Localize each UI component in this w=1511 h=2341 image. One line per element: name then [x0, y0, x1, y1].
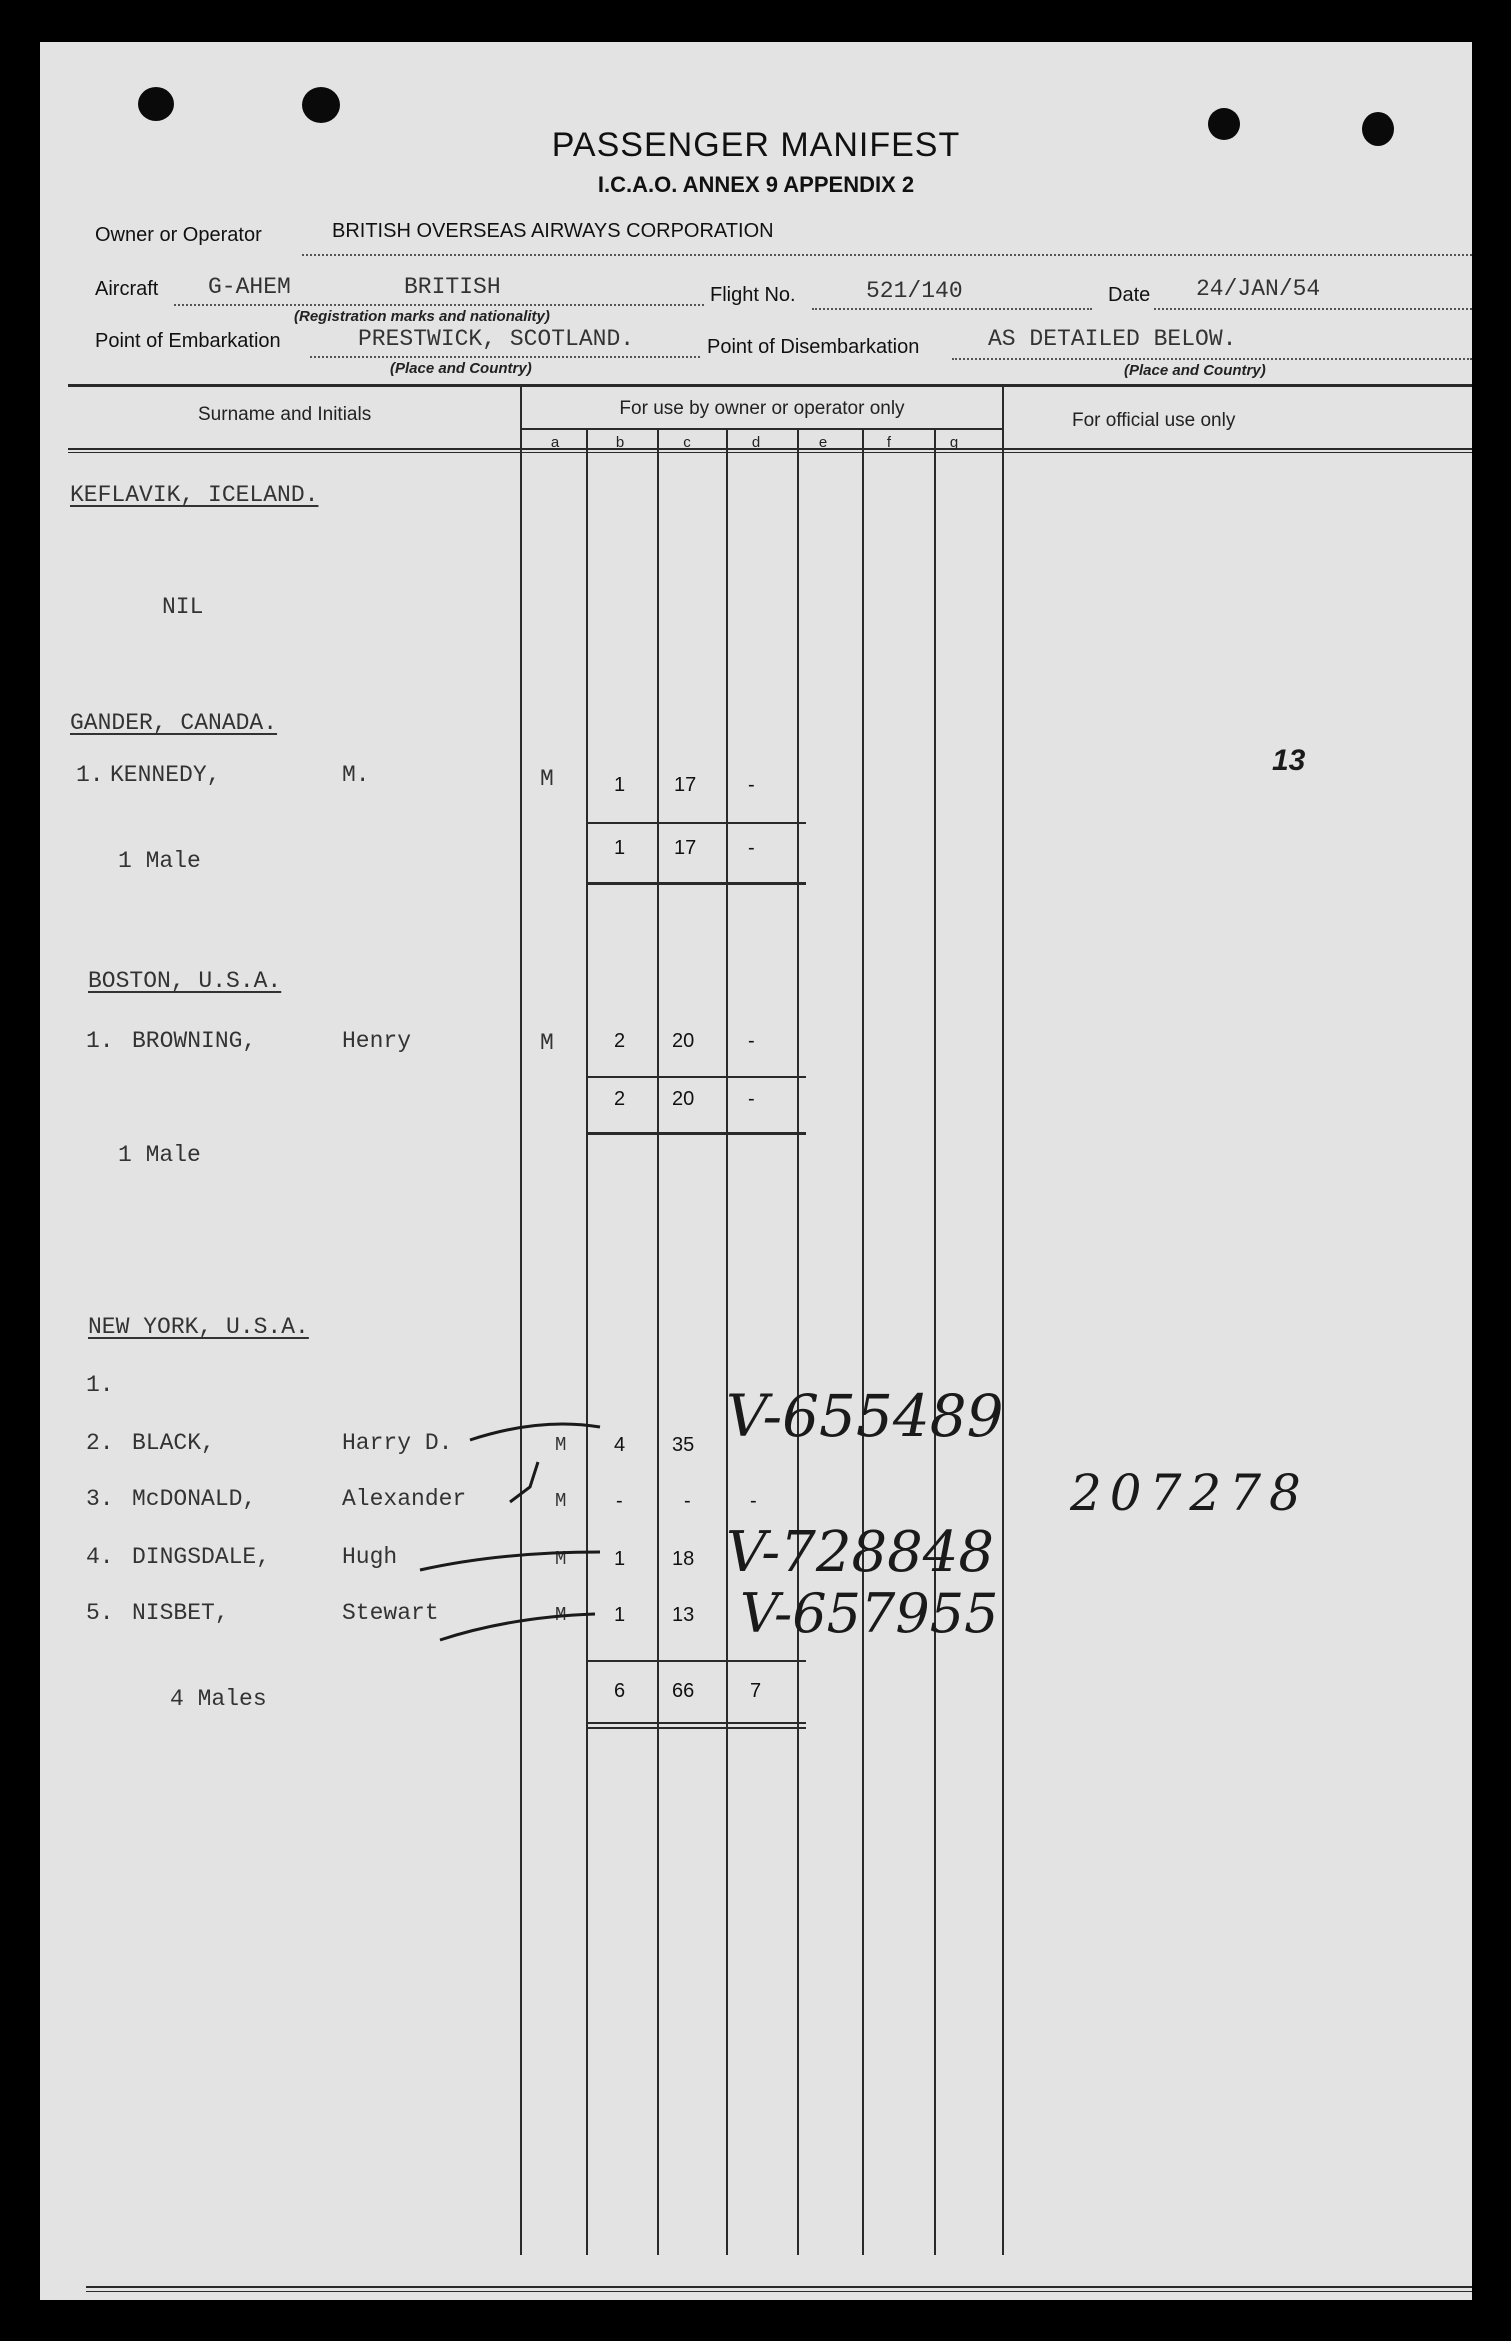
passenger-surname: KENNEDY,	[110, 762, 221, 788]
cell-d: -	[748, 1030, 755, 1052]
row-number: 1.	[86, 1372, 114, 1398]
section-heading-new-york: NEW YORK, U.S.A.	[88, 1314, 309, 1340]
total-c: 66	[672, 1680, 695, 1702]
cell-a: M	[555, 1490, 567, 1512]
row-number: 1.	[86, 1028, 114, 1054]
handwritten-number: V-655489	[726, 1382, 1004, 1450]
passenger-surname: BLACK,	[132, 1430, 215, 1456]
total-d: -	[748, 1088, 755, 1110]
passenger-surname: NISBET,	[132, 1600, 229, 1626]
passenger-first-name: Stewart	[342, 1600, 439, 1626]
column-f-header: f	[886, 434, 892, 451]
column-a-header: a	[550, 434, 560, 451]
section-heading-boston: BOSTON, U.S.A.	[88, 968, 282, 994]
disembarkation-note: (Place and Country)	[1124, 362, 1266, 379]
section-summary: 1 Male	[118, 848, 201, 874]
total-c: 20	[672, 1088, 695, 1110]
cell-c: -	[684, 1490, 691, 1512]
passenger-surname: BROWNING,	[132, 1028, 257, 1054]
date-value: 24/JAN/54	[1196, 276, 1321, 302]
official-use-header: For official use only	[1072, 410, 1236, 431]
aircraft-label: Aircraft	[95, 278, 159, 300]
cell-d: -	[748, 774, 755, 796]
section-summary: 1 Male	[118, 1142, 201, 1168]
cell-c: 18	[672, 1548, 695, 1570]
row-number: 4.	[86, 1544, 114, 1570]
cell-a: M	[540, 766, 554, 792]
flight-number: 521/140	[866, 278, 963, 304]
check-stroke	[420, 1552, 600, 1570]
total-b: 1	[614, 837, 626, 859]
row-number: 3.	[86, 1486, 114, 1512]
passenger-first-name: Harry D.	[342, 1430, 453, 1456]
surname-header: Surname and Initials	[198, 404, 372, 425]
disembarkation-value: AS DETAILED BELOW.	[988, 326, 1237, 352]
passenger-initials: M.	[342, 762, 370, 788]
check-stroke	[440, 1614, 595, 1640]
total-rule	[586, 1727, 806, 1729]
cell-a: M	[555, 1434, 567, 1456]
owner-value: BRITISH OVERSEAS AIRWAYS CORPORATION	[332, 220, 774, 242]
section-summary: 4 Males	[170, 1686, 267, 1712]
owner-label: Owner or Operator	[95, 224, 262, 246]
section-heading-gander: GANDER, CANADA.	[70, 710, 278, 736]
form-subtitle: I.C.A.O. ANNEX 9 APPENDIX 2	[597, 172, 915, 197]
passenger-first-name: Hugh	[342, 1544, 398, 1570]
date-label: Date	[1108, 284, 1151, 306]
total-b: 2	[614, 1088, 626, 1110]
passenger-surname: McDONALD,	[132, 1486, 257, 1512]
aircraft-registration: G-AHEM	[208, 274, 291, 300]
row-number: 1.	[76, 762, 104, 788]
cell-c: 35	[672, 1434, 695, 1456]
cell-a: M	[540, 1030, 554, 1056]
embarkation-note: (Place and Country)	[390, 360, 532, 377]
cell-a: M	[555, 1548, 567, 1570]
cell-c: 13	[672, 1604, 695, 1626]
handwritten-number: V-728848	[726, 1520, 994, 1585]
disembarkation-label: Point of Disembarkation	[707, 336, 920, 358]
registration-note: (Registration marks and nationality)	[294, 308, 550, 325]
passenger-first-name: Alexander	[342, 1486, 467, 1512]
column-b-header: b	[615, 434, 625, 451]
total-d: -	[748, 837, 755, 859]
cell-b: 1	[614, 774, 626, 796]
cell-b: 1	[614, 1548, 626, 1570]
cell-b: 1	[614, 1604, 626, 1626]
cell-a: M	[555, 1604, 567, 1626]
manifest-sheet	[40, 42, 1472, 2300]
row-number: 5.	[86, 1600, 114, 1626]
section-heading-keflavik: KEFLAVIK, ICELAND.	[70, 482, 319, 508]
subtotal-rule	[586, 1660, 806, 1662]
column-c-header: c	[683, 434, 691, 451]
check-stroke	[470, 1424, 600, 1440]
cell-b: 2	[614, 1030, 626, 1052]
cell-b: -	[616, 1490, 623, 1512]
column-d-header: d	[751, 434, 761, 451]
owner-use-header: For use by owner or operator only	[619, 398, 905, 419]
cell-d: -	[750, 1490, 757, 1512]
total-rule	[586, 1722, 806, 1724]
form-title: PASSENGER MANIFEST	[551, 126, 961, 164]
embarkation-value: PRESTWICK, SCOTLAND.	[358, 326, 635, 352]
total-c: 17	[674, 837, 697, 859]
cell-c: 20	[672, 1030, 695, 1052]
row-number: 2.	[86, 1430, 114, 1456]
official-mark: 13	[1272, 744, 1306, 777]
flight-label: Flight No.	[710, 284, 796, 306]
handwritten-number: V-657955	[740, 1582, 999, 1645]
aircraft-nationality: BRITISH	[404, 274, 501, 300]
total-b: 6	[614, 1680, 626, 1702]
keflavik-nil: NIL	[162, 594, 204, 620]
total-d: 7	[750, 1680, 762, 1702]
cell-c: 17	[674, 774, 697, 796]
cell-b: 4	[614, 1434, 626, 1456]
passenger-surname: DINGSDALE,	[132, 1544, 271, 1570]
passenger-first-name: Henry	[342, 1028, 412, 1054]
handwritten-strokes	[40, 42, 1472, 2300]
embarkation-label: Point of Embarkation	[95, 330, 281, 352]
handwritten-number: 207278	[1070, 1464, 1309, 1522]
check-stroke	[510, 1462, 538, 1502]
column-g-header: g	[949, 434, 959, 451]
column-e-header: e	[818, 434, 828, 451]
